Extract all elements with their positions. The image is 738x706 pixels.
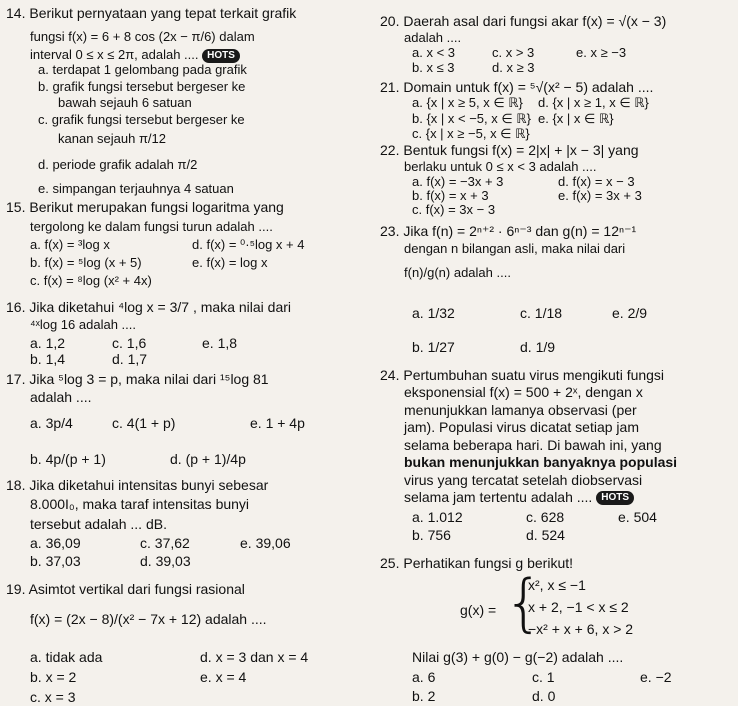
- q20-option-c[interactable]: c. x > 3: [492, 45, 535, 60]
- q19-stem-line2: f(x) = (2x − 8)/(x² − 7x + 12) adalah ....: [30, 611, 267, 627]
- q19-option-c[interactable]: c. x = 3: [30, 689, 76, 705]
- q14-stem-text: interval 0 ≤ x ≤ 2π, adalah ....: [30, 47, 199, 62]
- q24-stem-line7: virus yang tercatat setelah diobservasi: [404, 472, 643, 488]
- q21-option-e[interactable]: e. {x | x ∈ ℝ}: [538, 111, 614, 126]
- q15-stem-line1: 15. Berikut merupakan fungsi logaritma yang: [6, 199, 284, 215]
- q15-option-d[interactable]: d. f(x) = ⁰·⁵log x + 4: [192, 237, 305, 252]
- q20-stem-line1: 20. Daerah asal dari fungsi akar f(x) = √(x − 3): [380, 13, 667, 29]
- q17-option-e[interactable]: e. 1 + 4p: [250, 415, 305, 431]
- q25-case-2: x + 2, −1 < x ≤ 2: [528, 599, 629, 615]
- q24-option-e[interactable]: e. 504: [618, 509, 657, 525]
- q21-option-c[interactable]: c. {x | x ≥ −5, x ∈ ℝ}: [412, 126, 530, 141]
- q17-option-b[interactable]: b. 4p/(p + 1): [30, 451, 106, 467]
- q25-option-d[interactable]: d. 0: [532, 688, 556, 704]
- q16-option-d[interactable]: d. 1,7: [112, 351, 148, 367]
- q25-stem-line2: Nilai g(3) + g(0) − g(−2) adalah ....: [412, 649, 624, 665]
- q22-option-a[interactable]: a. f(x) = −3x + 3: [412, 174, 504, 189]
- q25-function-lhs: g(x) =: [460, 602, 497, 618]
- q25-option-c[interactable]: c. 1: [532, 669, 555, 685]
- q24-stem-line5: selama beberapa hari. Di bawah ini, yang: [404, 437, 662, 453]
- q17-stem-line1: 17. Jika ⁵log 3 = p, maka nilai dari ¹⁵log 81: [6, 371, 269, 387]
- q20-stem-line2: adalah ....: [404, 30, 462, 45]
- q18-option-e[interactable]: e. 39,06: [240, 535, 291, 551]
- q23-option-a[interactable]: a. 1/32: [412, 305, 455, 321]
- q20-option-e[interactable]: e. x ≥ −3: [576, 45, 627, 60]
- q14-option-b-line2: bawah sejauh 6 satuan: [58, 95, 192, 110]
- q14-stem-line3: [30, 48, 240, 63]
- q17-option-d[interactable]: d. (p + 1)/4p: [170, 451, 246, 467]
- q22-stem-line1: 22. Bentuk fungsi f(x) = 2|x| + |x − 3| yang: [380, 142, 639, 158]
- q18-option-c[interactable]: c. 37,62: [140, 535, 190, 551]
- q20-option-b[interactable]: b. x ≤ 3: [412, 60, 455, 75]
- q25-option-a[interactable]: a. 6: [412, 669, 436, 685]
- q19-stem-line1: 19. Asimtot vertikal dari fungsi rasional: [6, 581, 245, 597]
- q24-stem-line8: [404, 490, 634, 505]
- piecewise-brace: {: [504, 566, 544, 639]
- q23-stem-line2: dengan n bilangan asli, maka nilai dari: [404, 241, 626, 256]
- q19-option-d[interactable]: d. x = 3 dan x = 4: [200, 649, 309, 665]
- q16-option-a[interactable]: a. 1,2: [30, 335, 66, 351]
- q14-option-c-line1[interactable]: c. grafik fungsi tersebut bergeser ke: [38, 112, 245, 127]
- q24-stem-line6: bukan menunjukkan banyaknya populasi: [404, 454, 678, 470]
- q16-option-c[interactable]: c. 1,6: [112, 335, 147, 351]
- q21-stem-line1: 21. Domain untuk f(x) = ⁵√(x² − 5) adalah ....: [380, 79, 654, 95]
- q14-option-d[interactable]: d. periode grafik adalah π/2: [38, 157, 198, 172]
- q18-option-d[interactable]: d. 39,03: [140, 553, 191, 569]
- q25-case-3: −x² + x + 6, x > 2: [528, 621, 634, 637]
- q24-option-c[interactable]: c. 628: [526, 509, 565, 525]
- q16-stem-line2: ⁴ˣlog 16 adalah ....: [30, 317, 136, 332]
- q15-option-c[interactable]: c. f(x) = ⁸log (x² + 4x): [30, 273, 152, 288]
- q15-option-a[interactable]: a. f(x) = ³log x: [30, 237, 110, 252]
- q25-stem-line1: 25. Perhatikan fungsi g berikut!: [380, 555, 574, 571]
- q15-option-e[interactable]: e. f(x) = log x: [192, 255, 268, 270]
- q18-stem-line1: 18. Jika diketahui intensitas bunyi sebesar: [6, 477, 269, 493]
- q23-stem-line1: 23. Jika f(n) = 2ⁿ⁺² · 6ⁿ⁻³ dan g(n) = 12ⁿ⁻¹: [380, 223, 637, 239]
- q14-option-a[interactable]: a. terdapat 1 gelombang pada grafik: [38, 62, 247, 77]
- q18-option-b[interactable]: b. 37,03: [30, 553, 81, 569]
- hots-badge: HOTS: [596, 491, 634, 505]
- q21-option-d[interactable]: d. {x | x ≥ 1, x ∈ ℝ}: [538, 95, 649, 110]
- q17-option-a[interactable]: a. 3p/4: [30, 415, 73, 431]
- q22-option-b[interactable]: b. f(x) = x + 3: [412, 188, 489, 203]
- q24-stem-line3: menunjukkan lamanya observasi (per: [404, 402, 637, 418]
- q23-option-d[interactable]: d. 1/9: [520, 339, 556, 355]
- q18-option-a[interactable]: a. 36,09: [30, 535, 81, 551]
- q24-stem-text: selama jam tertentu adalah ....: [404, 489, 593, 505]
- q15-option-b[interactable]: b. f(x) = ⁵log (x + 5): [30, 255, 142, 270]
- right-column: [380, 0, 738, 706]
- q17-option-c[interactable]: c. 4(1 + p): [112, 415, 176, 431]
- q25-option-b[interactable]: b. 2: [412, 688, 436, 704]
- q22-stem-line2: berlaku untuk 0 ≤ x < 3 adalah ....: [404, 159, 597, 174]
- q22-option-e[interactable]: e. f(x) = 3x + 3: [558, 188, 642, 203]
- q23-option-b[interactable]: b. 1/27: [412, 339, 455, 355]
- q19-option-b[interactable]: b. x = 2: [30, 669, 77, 685]
- q14-option-e[interactable]: e. simpangan terjauhnya 4 satuan: [38, 181, 234, 196]
- q21-option-a[interactable]: a. {x | x ≥ 5, x ∈ ℝ}: [412, 95, 523, 110]
- q18-stem-line2: 8.000I₀, maka taraf intensitas bunyi: [30, 496, 250, 512]
- q19-option-e[interactable]: e. x = 4: [200, 669, 247, 685]
- q14-option-c-line2: kanan sejauh π/12: [58, 131, 166, 146]
- q24-stem-line1: 24. Pertumbuhan suatu virus mengikuti fungsi: [380, 367, 665, 383]
- q24-stem-line4: jam). Populasi virus dicatat setiap jam: [404, 419, 639, 435]
- q22-option-c[interactable]: c. f(x) = 3x − 3: [412, 202, 496, 217]
- q23-stem-line3: f(n)/g(n) adalah ....: [404, 265, 511, 280]
- hots-badge: HOTS: [202, 49, 240, 63]
- q25-option-e[interactable]: e. −2: [640, 669, 672, 685]
- q24-stem-line2: eksponensial f(x) = 500 + 2ˣ, dengan x: [404, 384, 643, 400]
- q14-stem-line1: 14. Berikut pernyataan yang tepat terkait grafik: [6, 5, 297, 21]
- q24-option-b[interactable]: b. 756: [412, 527, 451, 543]
- q14-stem-line2: fungsi f(x) = 6 + 8 cos (2x − π/6) dalam: [30, 29, 255, 44]
- q16-stem-line1: 16. Jika diketahui ⁴log x = 3/7 , maka nilai dari: [6, 299, 292, 315]
- q14-option-b-line1[interactable]: b. grafik fungsi tersebut bergeser ke: [38, 79, 246, 94]
- q22-option-d[interactable]: d. f(x) = x − 3: [558, 174, 635, 189]
- q19-option-a[interactable]: a. tidak ada: [30, 649, 103, 665]
- q24-option-d[interactable]: d. 524: [526, 527, 565, 543]
- q17-stem-line2: adalah ....: [30, 389, 92, 405]
- q25-case-1: x², x ≤ −1: [528, 577, 586, 593]
- q15-stem-line2: tergolong ke dalam fungsi turun adalah ....: [30, 219, 273, 234]
- q23-option-c[interactable]: c. 1/18: [520, 305, 563, 321]
- q18-stem-line3: tersebut adalah ... dB.: [30, 516, 167, 532]
- q16-option-b[interactable]: b. 1,4: [30, 351, 66, 367]
- q24-option-a[interactable]: a. 1.012: [412, 509, 463, 525]
- q21-option-b[interactable]: b. {x | x < −5, x ∈ ℝ}: [412, 111, 531, 126]
- q20-option-d[interactable]: d. x ≥ 3: [492, 60, 535, 75]
- q16-option-e[interactable]: e. 1,8: [202, 335, 238, 351]
- q20-option-a[interactable]: a. x < 3: [412, 45, 455, 60]
- q23-option-e[interactable]: e. 2/9: [612, 305, 648, 321]
